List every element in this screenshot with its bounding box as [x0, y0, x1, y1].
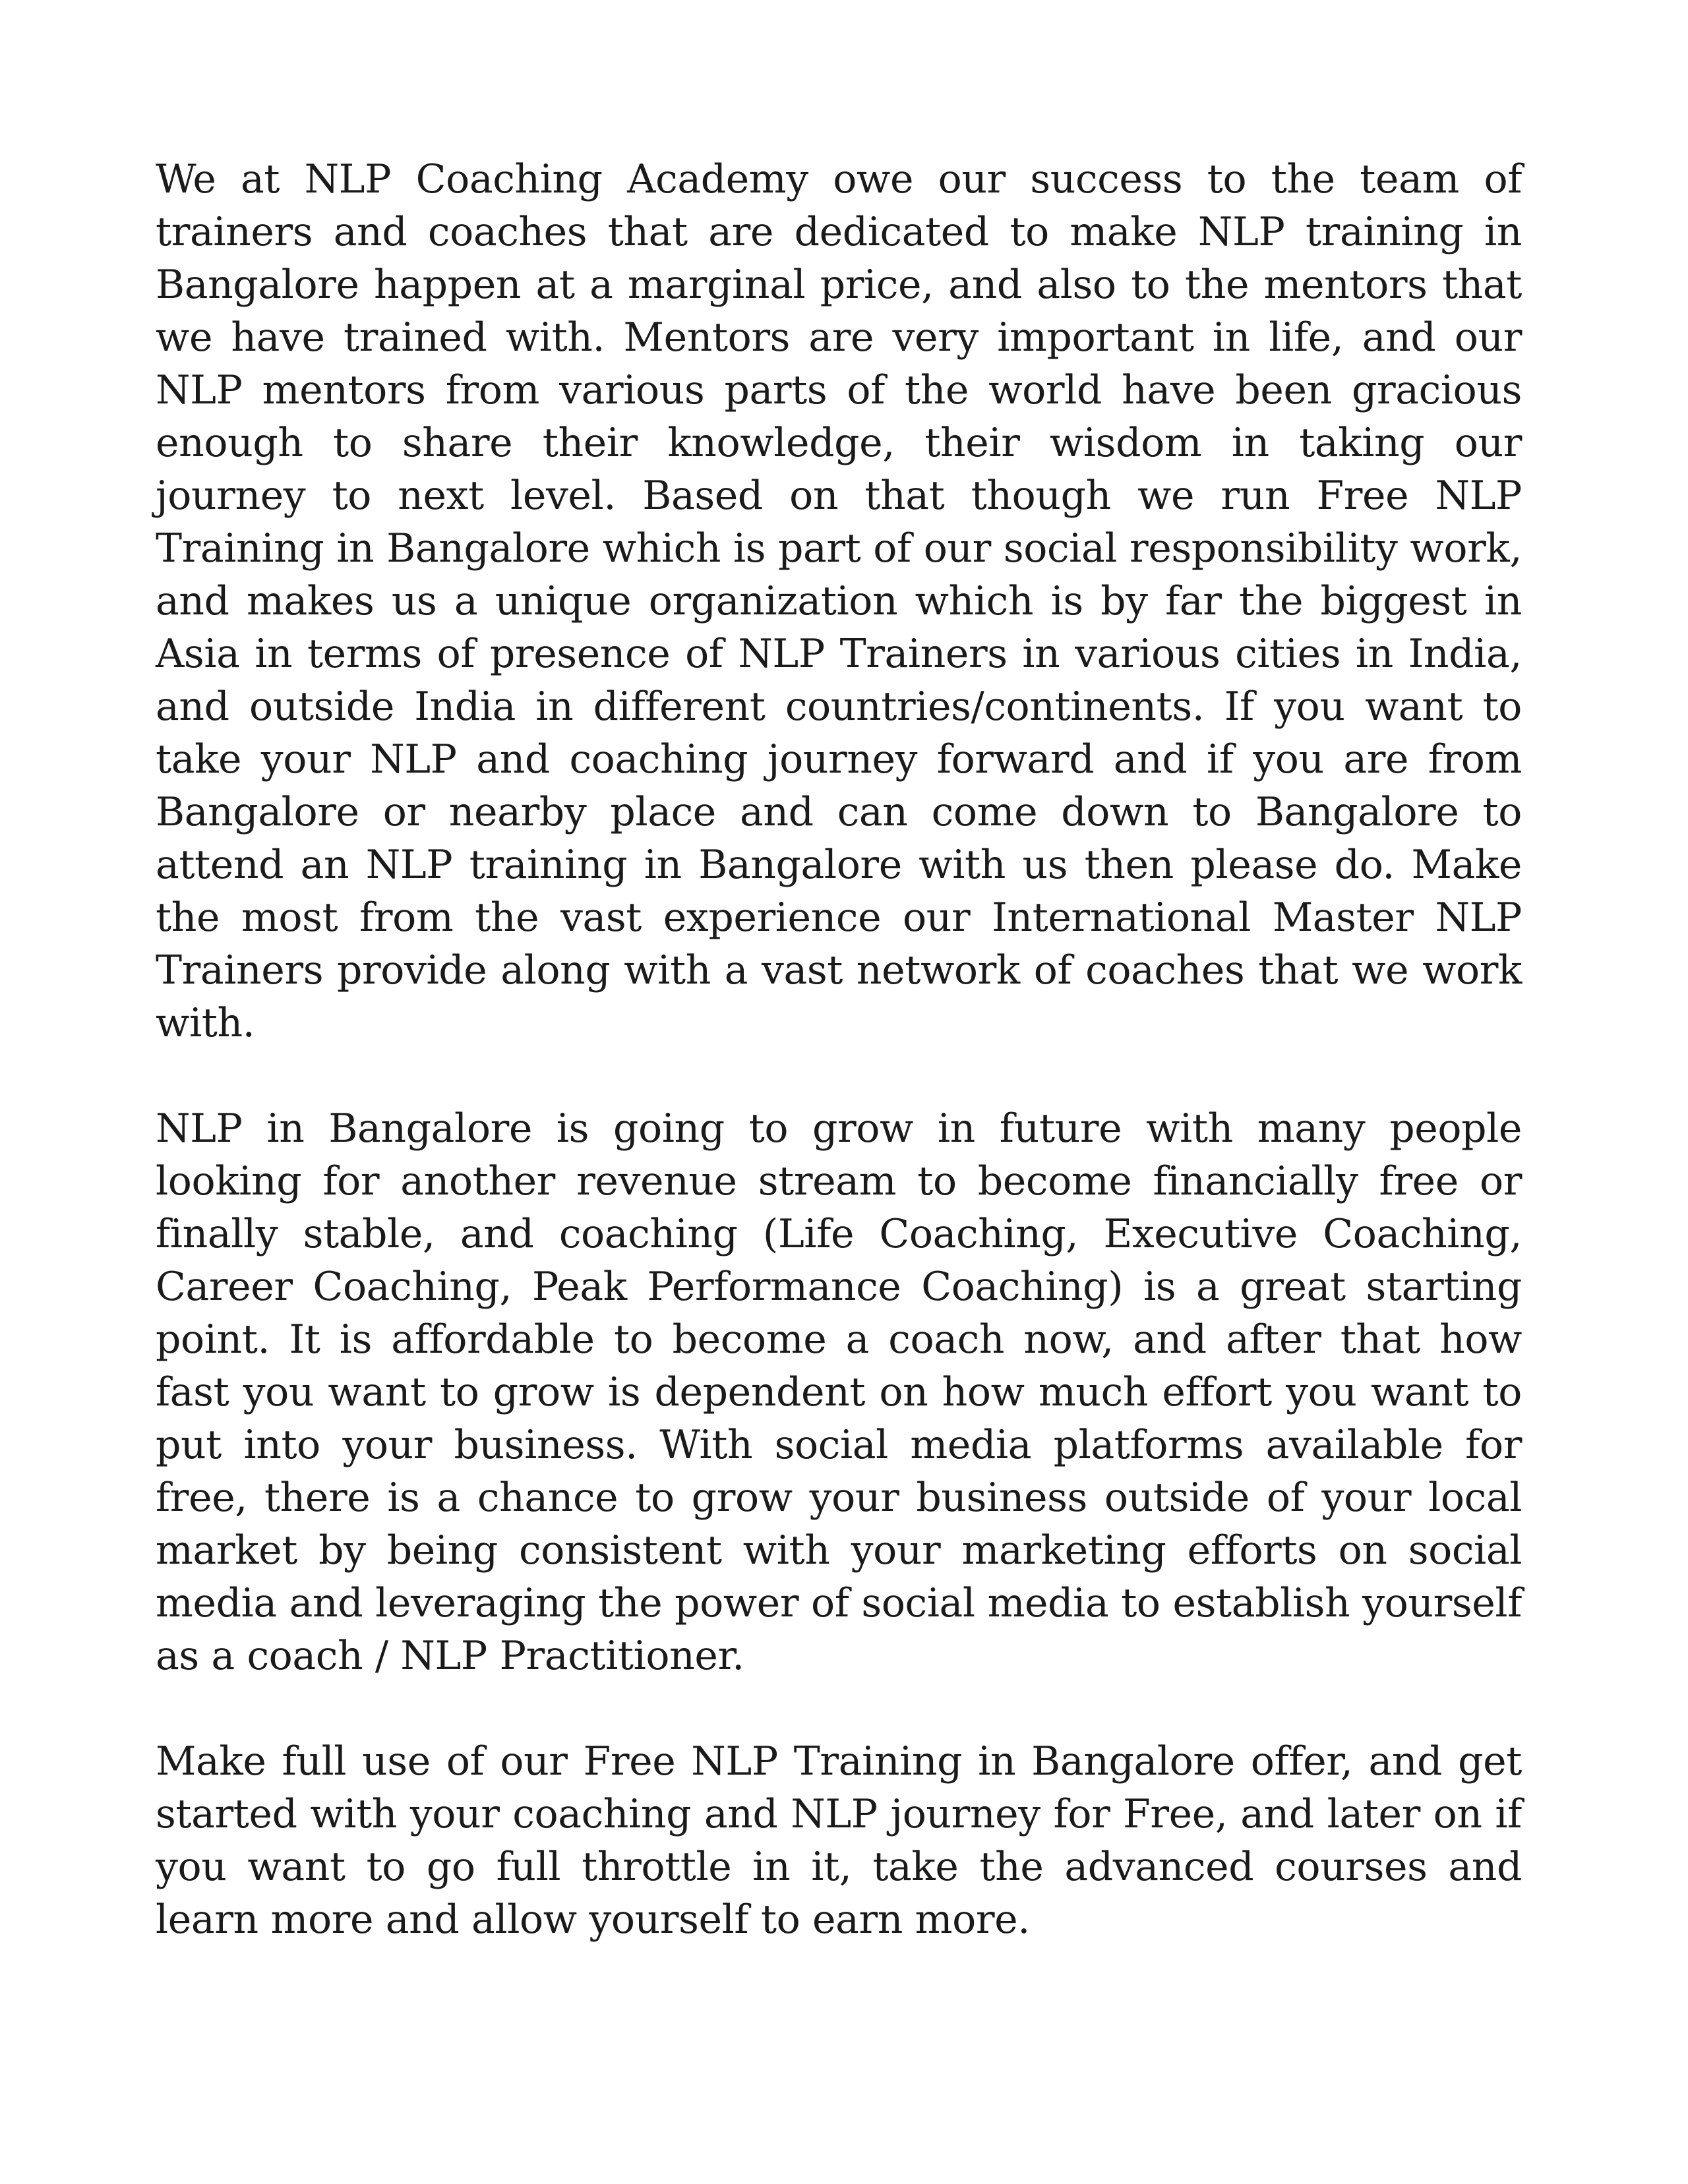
- paragraph-2: NLP in Bangalore is going to grow in future with many people looking for another revenue stream to become financially free or finally stable, and coaching (Life Coaching, Executive Coaching, Career Coaching, Peak Performance Coaching) is a great starting point. It is affordable to become a coach now, and after that how fast you want to grow is dependent on how much effort you want to put into your business. With social media platforms available for free, there is a chance to grow your business outside of your local market by being consistent with your marketing efforts on social media and leveraging the power of social media to establish yourself as a coach / NLP Practitioner.: [156, 1106, 1522, 1679]
- paragraph-1: We at NLP Coaching Academy owe our success to the team of trainers and coaches that are dedicated to make NLP training in Bangalore happen at a marginal price, and also to the mentors that we have trained with. Mentors are very important in life, and our NLP mentors from various parts of the world have been gracious enough to share their knowledge, their wisdom in taking our journey to next level. Based on that though we run Free NLP Training in Bangalore which is part of our social responsibility work, and makes us a unique organization which is by far the biggest in Asia in terms of presence of NLP Trainers in various cities in India, and outside India in different countries/continents. If you want to take your NLP and coaching journey forward and if you are from Bangalore or nearby place and can come down to Bangalore to attend an NLP training in Bangalore with us then please do. Make the most from the vast experience our International Master NLP Trainers provide along with a vast network of coaches that we work with.: [156, 156, 1522, 1046]
- document-body: [156, 153, 1522, 1946]
- paragraph-3: Make full use of our Free NLP Training in Bangalore offer, and get started with your coaching and NLP journey for Free, and later on if you want to go full throttle in it, take the advanced courses and learn more and allow yourself to earn more.: [156, 1738, 1522, 1943]
